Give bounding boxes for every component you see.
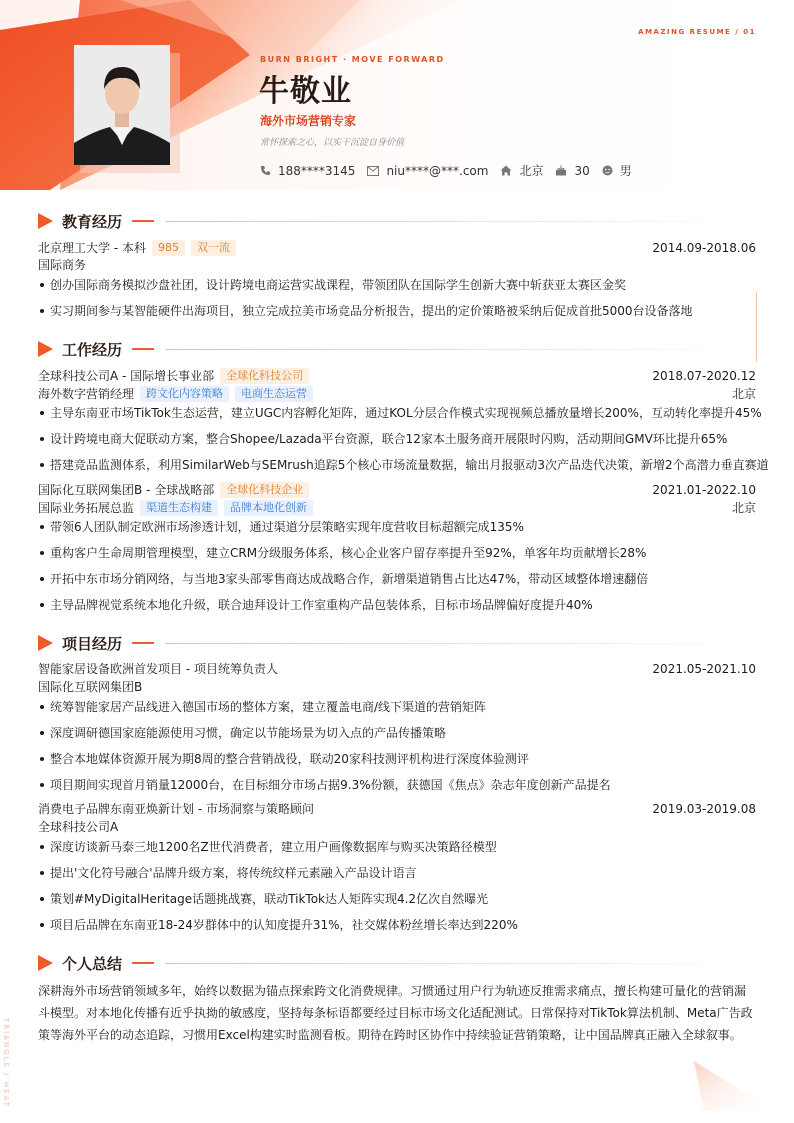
corner-label: AMAZING RESUME / 01 xyxy=(638,28,756,36)
project-org: 国际化互联网集团B xyxy=(38,680,143,694)
section-work xyxy=(38,339,756,359)
phone-text: 188****3145 xyxy=(278,163,356,178)
job-period: 2018.07-2020.12 xyxy=(652,369,756,383)
project-org-row xyxy=(38,820,756,834)
company-name: 国际化互联网集团B - 全球战略部 xyxy=(38,483,215,497)
person-icon xyxy=(602,165,613,176)
section-summary xyxy=(38,953,756,973)
company-tag: 全球化科技公司 xyxy=(220,368,309,384)
list-item: 深度访谈新马泰三地1200名Z世代消费者，建立用户画像数据库与购买决策路径模型 xyxy=(38,840,756,854)
side-label: TRIANGLE / HEAT xyxy=(2,1018,10,1108)
contact-gender xyxy=(602,162,632,179)
section-accent-line xyxy=(132,962,154,964)
section-marker-icon xyxy=(38,341,53,357)
list-item: 带领6人团队制定欧洲市场渗透计划，通过渠道分层策略实现年度营收目标超额完成135% xyxy=(38,520,756,534)
slogan: BURN BRIGHT · MOVE FORWARD xyxy=(260,55,445,64)
list-item: 策划#MyDigitalHeritage话题挑战赛，联动TikTok达人矩阵实现4.2亿次自然曝光 xyxy=(38,892,756,906)
job-period: 2021.01-2022.10 xyxy=(652,483,756,497)
city-text: 北京 xyxy=(519,164,544,178)
section-divider xyxy=(166,349,706,350)
list-item: 开拓中东市场分销网络，与当地3家头部零售商达成战略合作，新增渠道销售占比达47%，带动区域整体增速翻倍 xyxy=(38,572,756,586)
role-tag: 渠道生态构建 xyxy=(140,500,218,516)
list-item: 主导品牌视觉系统本地化升级，联合迪拜设计工作室重构产品包装体系，目标市场品牌偏好度提升40% xyxy=(38,598,756,612)
avatar xyxy=(74,45,170,165)
motto: 常怀探索之心，以实干沉淀自身价值 xyxy=(260,138,405,148)
job-header-row xyxy=(38,368,756,384)
list-item: 搭建竞品监测体系，利用SimilarWeb与SEMrush追踪5个核心市场流量数据，输出月报驱动3次产品迭代决策，新增2个高潜力垂直赛道 xyxy=(38,458,756,472)
section-projects xyxy=(38,633,756,653)
list-item: 整合本地媒体资源开展为期8周的整合营销战役，联动20家科技测评机构进行深度体验测评 xyxy=(38,752,756,766)
contact-city xyxy=(500,162,543,179)
list-item: 设计跨境电商大促联动方案，整合Shopee/Lazada平台资源，联合12家本土服务商开展限时闪购，活动期间GMV环比提升65% xyxy=(38,432,756,446)
person-name: 牛敬业 xyxy=(259,74,352,109)
job-title: 海外市场营销专家 xyxy=(260,114,357,128)
email-text: niu****@***.com xyxy=(386,163,489,178)
project-name: 消费电子品牌东南亚焕新计划 - 市场洞察与策略顾问 xyxy=(38,802,314,816)
list-item: 深度调研德国家庭能源使用习惯，确定以节能场景为切入点的产品传播策略 xyxy=(38,726,756,740)
company-name: 全球科技公司A - 国际增长事业部 xyxy=(38,369,215,383)
job-role: 海外数字营销经理 xyxy=(38,387,135,401)
section-accent-line xyxy=(132,220,154,222)
avatar-portrait xyxy=(74,45,170,165)
section-education xyxy=(38,211,756,231)
home-icon xyxy=(500,165,512,176)
role-tag: 跨文化内容策略 xyxy=(140,386,229,402)
job-location: 北京 xyxy=(731,387,756,401)
company-tag: 全球化科技企业 xyxy=(220,482,309,498)
list-item: 项目期间实现首月销量12000台，在目标细分市场占据9.3%份额，获德国《焦点》杂志年度创新产品提名 xyxy=(38,778,756,792)
job-role-row xyxy=(38,386,756,402)
project-header-row xyxy=(38,662,756,676)
project-period: 2019.03-2019.08 xyxy=(652,802,756,816)
role-tag: 电商生态运营 xyxy=(235,386,313,402)
contact-email xyxy=(367,164,488,178)
section-divider xyxy=(166,643,706,644)
list-item: 提出'文化符号融合'品牌升级方案，将传统纹样元素融入产品设计语言 xyxy=(38,866,756,880)
list-item: 项目后品牌在东南亚18-24岁群体中的认知度提升31%，社交媒体粉丝增长率达到220% xyxy=(38,918,756,932)
mail-icon xyxy=(367,166,379,176)
project-org-row xyxy=(38,680,756,694)
list-item: 统筹智能家居产品线进入德国市场的整体方案，建立覆盖电商/线下渠道的营销矩阵 xyxy=(38,700,756,714)
section-title: 项目经历 xyxy=(62,634,123,653)
school-name: 北京理工大学 - 本科 xyxy=(38,241,146,255)
age-text: 30 xyxy=(574,163,590,178)
job-location: 北京 xyxy=(731,501,756,515)
school-tag: 985 xyxy=(152,240,185,256)
section-marker-icon xyxy=(38,213,53,229)
project-header-row xyxy=(38,802,756,816)
education-major-row xyxy=(38,258,756,272)
section-title: 个人总结 xyxy=(62,954,123,973)
decorative-line xyxy=(756,292,757,362)
section-divider xyxy=(166,963,706,964)
section-marker-icon xyxy=(38,955,53,971)
project-period: 2021.05-2021.10 xyxy=(652,662,756,676)
list-item: 主导东南亚市场TikTok生态运营，建立UGC内容孵化矩阵，通过KOL分层合作模式实现视频总播放量增长200%，互动转化率提升45% xyxy=(38,406,756,420)
contact-age xyxy=(555,164,589,178)
cake-icon xyxy=(555,165,567,176)
corner-decoration xyxy=(694,1061,774,1111)
section-title: 工作经历 xyxy=(62,340,123,359)
major: 国际商务 xyxy=(38,258,87,272)
education-period: 2014.09-2018.06 xyxy=(652,241,756,255)
summary-text: 深耕海外市场营销领域多年，始终以数据为锚点探索跨文化消费规律。习惯通过用户行为轨迹反推需求痛点，擅长构建可量化的营销漏斗模型。对本地化传播有近乎执拗的敏感度，坚持每条标语都要经过目标市场文化适配测试。日常保持对TikTok算法机制、Meta广告政策等海外平台的动态追踪，习惯用Excel构建实时监测看板。期待在跨时区协作中持续验证营销策略，让中国品牌真正融入全球叙事。 xyxy=(38,984,753,1042)
gender-text: 男 xyxy=(619,164,632,178)
section-divider xyxy=(166,221,706,222)
job-role: 国际业务拓展总监 xyxy=(38,501,135,515)
list-item: 创办国际商务模拟沙盘社团，设计跨境电商运营实战课程，带领团队在国际学生创新大赛中斩获亚太赛区金奖 xyxy=(38,278,756,292)
role-tag: 品牌本地化创新 xyxy=(224,500,313,516)
phone-icon xyxy=(260,165,271,176)
section-accent-line xyxy=(132,348,154,350)
section-title: 教育经历 xyxy=(62,212,123,231)
list-item: 实习期间参与某智能硬件出海项目，独立完成拉美市场竞品分析报告，提出的定价策略被采纳后促成首批5000台设备落地 xyxy=(38,304,756,318)
contact-bar xyxy=(260,162,644,179)
project-name: 智能家居设备欧洲首发项目 - 项目统筹负责人 xyxy=(38,662,278,676)
project-org: 全球科技公司A xyxy=(38,820,119,834)
list-item: 重构客户生命周期管理模型，建立CRM分级服务体系，核心企业客户留存率提升至92%，单客年均贡献增长28% xyxy=(38,546,756,560)
job-role-row xyxy=(38,500,756,516)
contact-phone xyxy=(260,164,355,178)
school-tag: 双一流 xyxy=(191,240,236,256)
section-marker-icon xyxy=(38,635,53,651)
education-header-row xyxy=(38,240,756,256)
section-accent-line xyxy=(132,642,154,644)
job-header-row xyxy=(38,482,756,498)
